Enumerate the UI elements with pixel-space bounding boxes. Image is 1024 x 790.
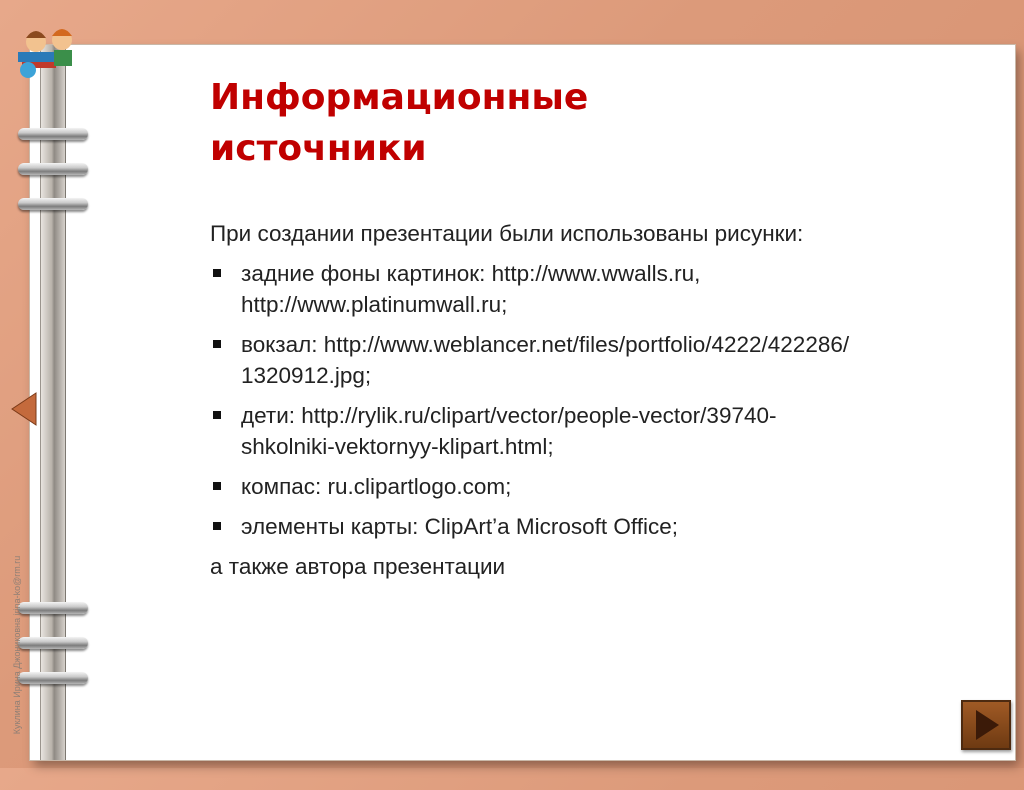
author-credit: Куклина Ирина Джониковна irina-ko@rm.ru bbox=[12, 555, 22, 735]
list-item bbox=[210, 400, 860, 462]
slide-body bbox=[210, 218, 860, 582]
binder-ring bbox=[18, 128, 88, 140]
triangle-left-icon bbox=[11, 392, 37, 426]
list-item bbox=[210, 471, 860, 502]
triangle-right-icon bbox=[963, 702, 1009, 748]
binder-ring bbox=[18, 672, 88, 684]
source-text: элементы карты: ClipArt’а Microsoft Office; bbox=[241, 514, 679, 539]
next-button[interactable] bbox=[961, 700, 1011, 750]
binder-ring bbox=[18, 602, 88, 614]
notebook-binding bbox=[40, 45, 66, 760]
binder-ring bbox=[18, 637, 88, 649]
list-item bbox=[210, 258, 860, 320]
binder-ring bbox=[18, 163, 88, 175]
square-bullet-icon bbox=[213, 340, 221, 348]
list-item bbox=[210, 329, 860, 391]
source-text: компас: ru.clipartlogo.com; bbox=[241, 474, 512, 499]
square-bullet-icon bbox=[213, 482, 221, 490]
title-line-2: источники bbox=[210, 128, 427, 169]
source-text: вокзал: http://www.weblancer.net/files/portfolio/4222/422286/1320912.jpg; bbox=[241, 332, 850, 388]
source-text: задние фоны картинок: http://www.wwalls.ru, http://www.platinumwall.ru; bbox=[241, 261, 701, 317]
sources-list bbox=[210, 258, 860, 542]
children-computer-logo bbox=[14, 12, 86, 84]
intro-text: При создании презентации были использованы рисунки: bbox=[210, 221, 804, 246]
source-text: дети: http://rylik.ru/clipart/vector/people-vector/39740-shkolniki-vektornyy-klipart.html; bbox=[241, 403, 777, 459]
list-item bbox=[210, 511, 860, 542]
back-button[interactable] bbox=[11, 392, 37, 426]
title-line-1: Информационные bbox=[210, 77, 589, 118]
square-bullet-icon bbox=[213, 269, 221, 277]
binder-ring bbox=[18, 198, 88, 210]
square-bullet-icon bbox=[213, 522, 221, 530]
outro-text: а также автора презентации bbox=[210, 554, 506, 579]
slide-title bbox=[210, 72, 810, 174]
square-bullet-icon bbox=[213, 411, 221, 419]
